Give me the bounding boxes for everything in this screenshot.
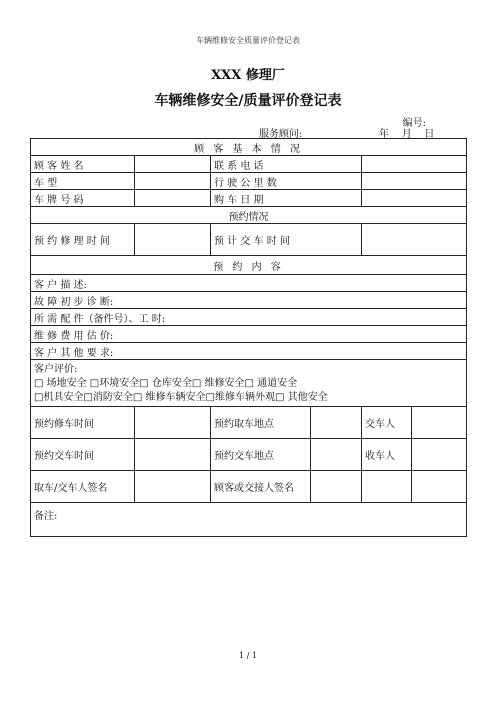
- field-phone[interactable]: [362, 156, 467, 173]
- evaluation-options-line-2[interactable]: □机具安全□消防安全□ 维修车辆安全□维修车辆外观□ 其他安全: [34, 391, 328, 403]
- label-appointment-repair-time: 预 约 修 理 时 间: [31, 224, 135, 256]
- label-purchase-date: 购 车 日 期: [211, 190, 362, 207]
- label-scheduled-repair-time: 预约修车时间: [31, 407, 135, 439]
- field-customer-signature-1[interactable]: [311, 471, 362, 503]
- running-header: 车辆维修安全质量评价登记表: [196, 36, 300, 45]
- field-plate-number[interactable]: [135, 190, 211, 207]
- field-customer-signature-2[interactable]: [362, 471, 412, 503]
- label-customer-name: 顾 客 姓 名: [31, 156, 135, 173]
- label-phone: 联 系 电 话: [211, 156, 362, 173]
- section-customer-info: 顾 客 基 本 情 况: [31, 139, 467, 156]
- row-cost-estimate[interactable]: 维 修 费 用 估 价:: [31, 326, 467, 343]
- section-appointment-content: 预 约 内 容: [31, 256, 467, 275]
- label-pickup-signature: 取车/交车人签名: [31, 471, 135, 503]
- row-other-requests[interactable]: 客 户 其 他 要 求:: [31, 343, 467, 360]
- row-required-parts[interactable]: 所 需 配 件（备件号）、工 时:: [31, 309, 467, 326]
- label-pickup-place: 预约取车地点: [211, 407, 311, 439]
- label-estimated-delivery-time: 预 计 交 车 时 间: [211, 224, 362, 256]
- field-scheduled-repair-time[interactable]: [135, 407, 211, 439]
- field-delivery-place[interactable]: [311, 439, 362, 471]
- field-car-model[interactable]: [135, 173, 211, 190]
- field-receive-person[interactable]: [412, 439, 467, 471]
- field-appointment-repair-time[interactable]: [135, 224, 211, 256]
- label-customer-signature: 顾客或交接人签名: [211, 471, 311, 503]
- registration-form: [30, 138, 467, 537]
- section-appointment: 预约情况: [31, 207, 467, 224]
- label-deliver-person: 交车人: [362, 407, 412, 439]
- label-scheduled-delivery-time: 预约交车时间: [31, 439, 135, 471]
- remarks[interactable]: 备注:: [31, 503, 467, 537]
- field-purchase-date[interactable]: [362, 190, 467, 207]
- customer-evaluation[interactable]: [31, 360, 467, 407]
- field-mileage[interactable]: [362, 173, 467, 190]
- field-pickup-place[interactable]: [311, 407, 362, 439]
- document-subtitle: 车辆维修安全/质量评价登记表: [154, 93, 342, 109]
- label-receive-person: 收车人: [362, 439, 412, 471]
- label-plate-number: 车 牌 号 码: [31, 190, 135, 207]
- label-delivery-place: 预约交车地点: [211, 439, 311, 471]
- date-placeholder: 年 月 日: [379, 129, 435, 140]
- number-label: 编号:: [402, 118, 426, 129]
- page-number: 1 / 1: [239, 651, 257, 660]
- advisor-label: 服务顾问:: [259, 129, 303, 140]
- field-customer-signature-3[interactable]: [412, 471, 467, 503]
- evaluation-label: 客户评价:: [34, 363, 78, 375]
- document-title: XXX 修理厂: [211, 68, 285, 83]
- field-estimated-delivery-time[interactable]: [362, 224, 467, 256]
- label-mileage: 行 驶 公 里 数: [211, 173, 362, 190]
- field-scheduled-delivery-time[interactable]: [135, 439, 211, 471]
- row-initial-diagnosis[interactable]: 故 障 初 步 诊 断:: [31, 292, 467, 309]
- field-pickup-signature[interactable]: [135, 471, 211, 503]
- field-customer-name[interactable]: [135, 156, 211, 173]
- row-customer-description[interactable]: 客 户 描 述:: [31, 275, 467, 292]
- field-deliver-person[interactable]: [412, 407, 467, 439]
- label-car-model: 车 型: [31, 173, 135, 190]
- evaluation-options-line-1[interactable]: □ 场地安全 □环境安全□ 仓库安全□ 维修安全□ 通道安全: [34, 377, 298, 389]
